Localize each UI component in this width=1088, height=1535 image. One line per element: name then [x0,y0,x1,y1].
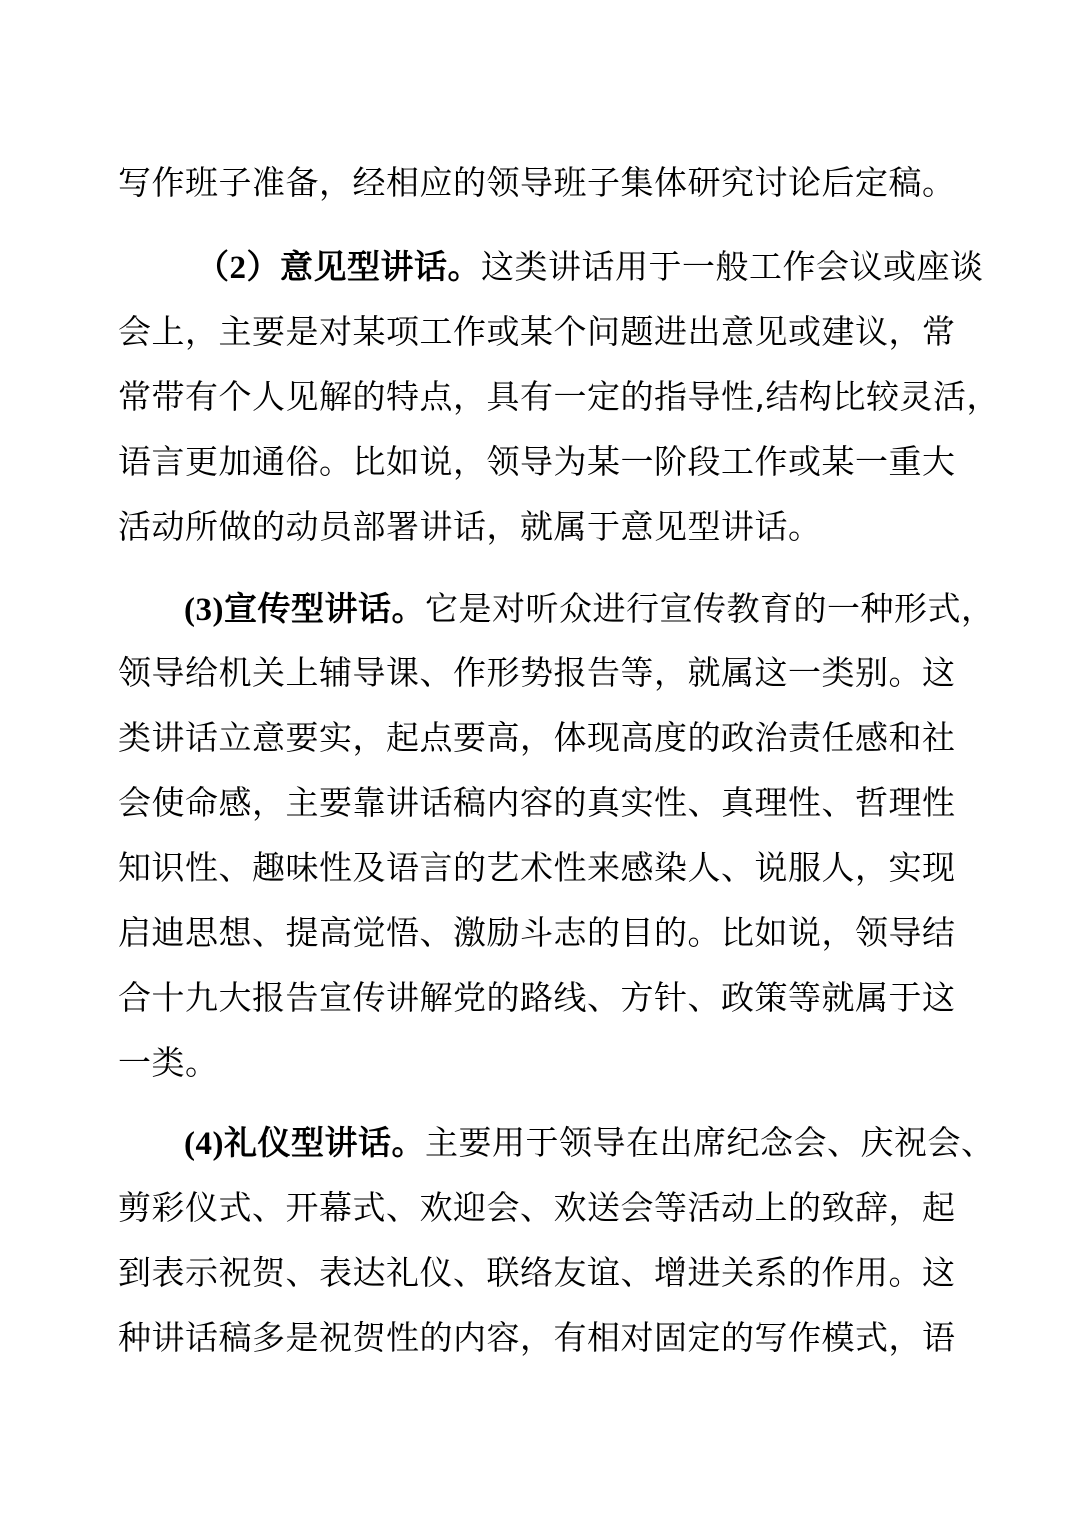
line-text: 到表示祝贺、表达礼仪、联络友谊、增进关系的作用。这 [118,1253,956,1292]
text-line [118,650,998,696]
item-number: (3) [184,592,224,628]
text-line [118,910,998,956]
text-line [118,975,998,1021]
line-text: 启迪思想、提高觉悟、激励斗志的目的。比如说，领导结 [118,913,956,952]
line-text: 剪彩仪式、开幕式、欢迎会、欢送会等活动上的致辞，起 [118,1188,956,1227]
text-line [118,160,998,206]
line-text: 写作班子准备，经相应的领导班子集体研究讨论后定稿。 [118,163,956,202]
line-text: 一类。 [118,1043,219,1082]
paragraph-2-first-line [196,244,1076,290]
line-text: 知识性、趣味性及语言的艺术性来感染人、说服人，实现 [118,848,956,887]
paragraph-4-first-line [184,1120,1064,1166]
text-line [118,309,998,355]
line-text: 会上，主要是对某项工作或某个问题进出意见或建议，常 [118,312,956,351]
text-line [118,845,998,891]
line-text: 这类讲话用于一般工作会议或座谈 [481,247,984,286]
text-line [118,780,998,826]
text-line [118,1185,998,1231]
text-line [118,374,998,420]
text-line [118,439,998,485]
text-line [118,1315,998,1361]
paragraph-3-first-line [184,586,1064,632]
line-text: 合十九大报告宣传讲解党的路线、方针、政策等就属于这 [118,978,956,1017]
paragraph-heading: 礼仪型讲话。 [223,1123,425,1162]
item-number: （2） [196,250,280,286]
paragraph-heading: 意见型讲话。 [280,247,481,286]
line-text: 语言更加通俗。比如说，领导为某一阶段工作或某一重大 [118,442,956,481]
line-text: 种讲话稿多是祝贺性的内容，有相对固定的写作模式，语 [118,1318,956,1357]
line-text: 会使命感，主要靠讲话稿内容的真实性、真理性、哲理性 [118,783,956,822]
paragraph-heading: 宣传型讲话。 [223,589,425,628]
text-line [118,504,998,550]
line-text: 活动所做的动员部署讲话，就属于意见型讲话。 [118,507,822,546]
line-text: 它是对听众进行宣传教育的一种形式， [424,589,995,628]
item-number: (4) [184,1126,224,1162]
text-line [118,715,998,761]
line-text: 主要用于领导在出席纪念会、庆祝会、 [424,1123,995,1162]
line-text: 常带有个人见解的特点，具有一定的指导性,结构比较灵活， [118,377,1000,416]
text-line [118,1040,998,1086]
line-text: 领导给机关上辅导课、作形势报告等，就属这一类别。这 [118,653,956,692]
text-line [118,1250,998,1296]
line-text: 类讲话立意要实，起点要高，体现高度的政治责任感和社 [118,718,956,757]
